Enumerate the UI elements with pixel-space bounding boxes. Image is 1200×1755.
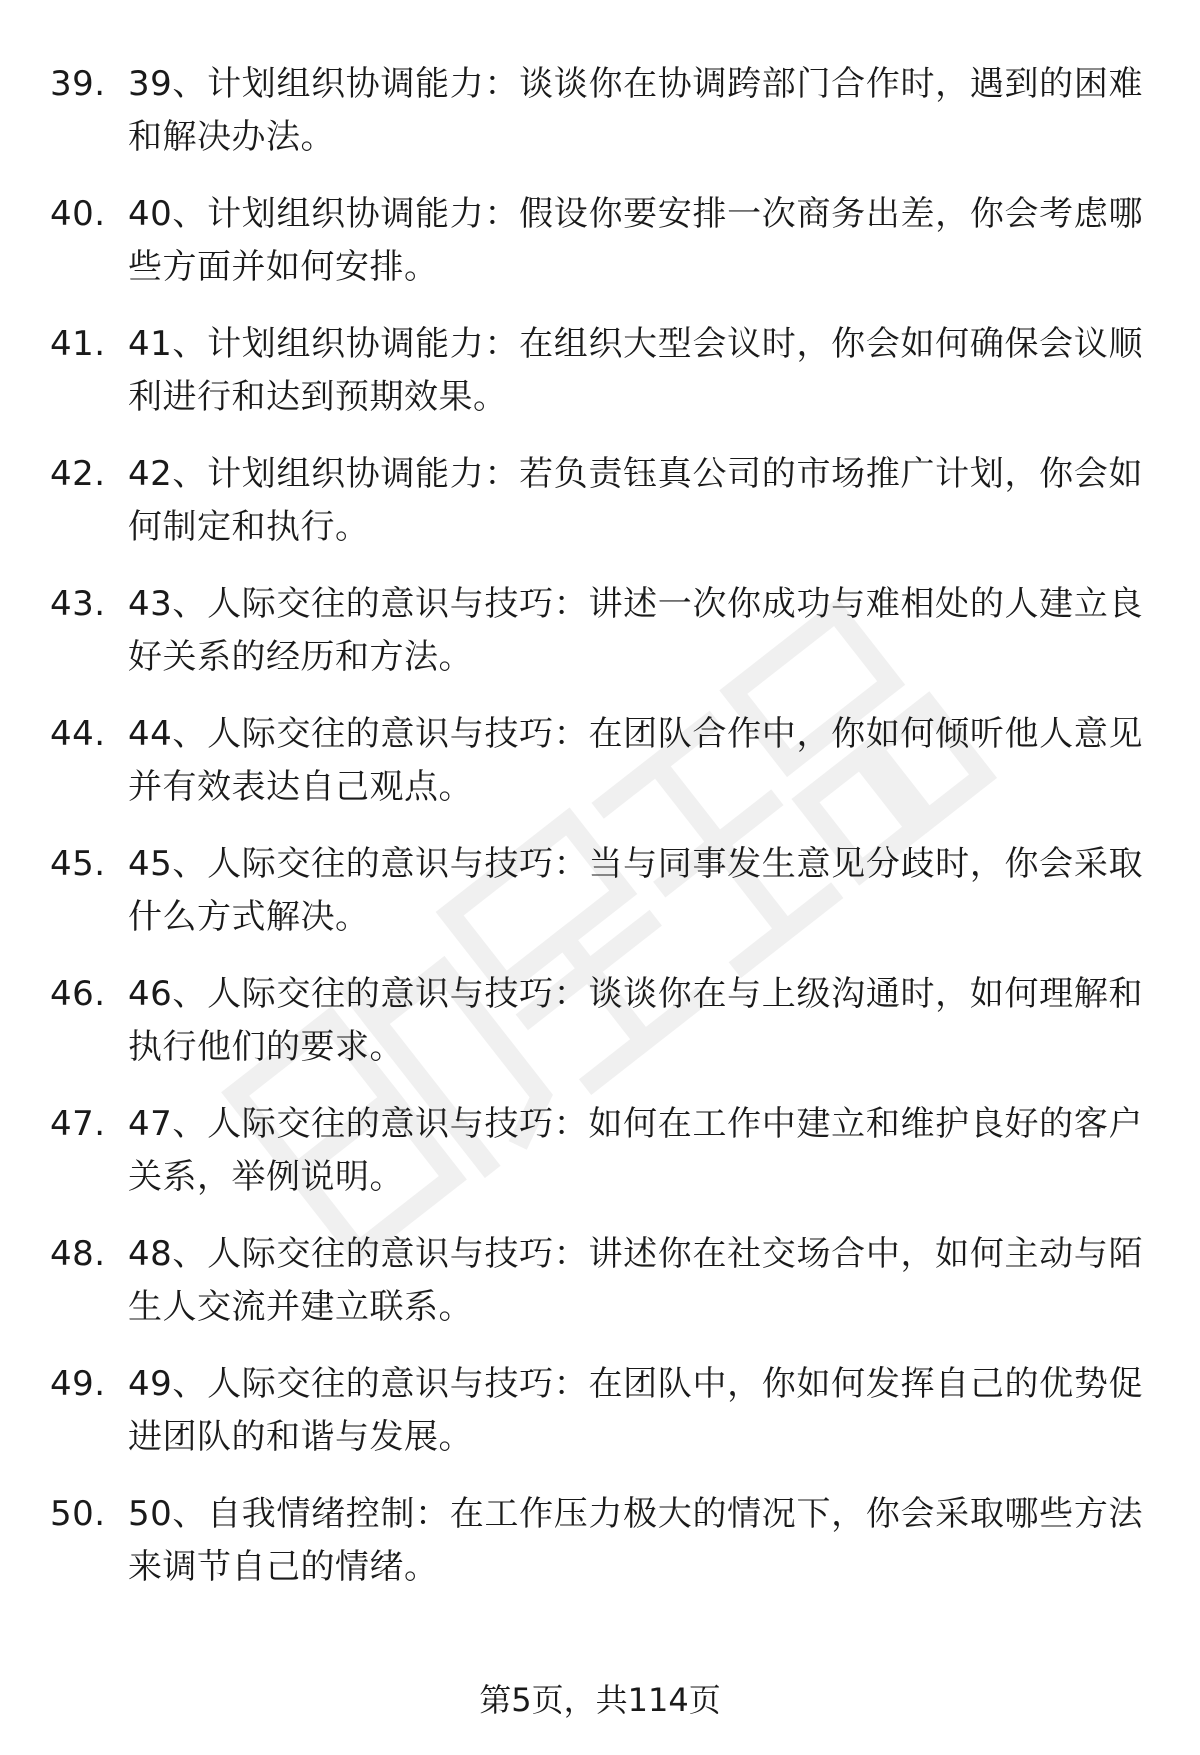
list-item xyxy=(0,448,1200,578)
item-number: 50. xyxy=(50,1494,106,1534)
item-text: 41、计划组织协调能力：在组织大型会议时，你会如何确保会议顺利进行和达到预期效果。 xyxy=(128,324,1143,417)
item-text: 49、人际交往的意识与技巧：在团队中，你如何发挥自己的优势促进团队的和谐与发展。 xyxy=(128,1364,1143,1457)
item-number: 47. xyxy=(50,1104,106,1144)
list-item xyxy=(0,968,1200,1098)
item-text: 47、人际交往的意识与技巧：如何在工作中建立和维护良好的客户关系，举例说明。 xyxy=(128,1104,1143,1197)
item-number: 45. xyxy=(50,844,106,884)
list-item xyxy=(0,838,1200,968)
item-text: 44、人际交往的意识与技巧：在团队合作中，你如何倾听他人意见并有效表达自己观点。 xyxy=(128,714,1143,807)
list-item xyxy=(0,188,1200,318)
item-number: 44. xyxy=(50,714,106,754)
list-item xyxy=(0,578,1200,708)
list-item xyxy=(0,58,1200,188)
list-item xyxy=(0,1358,1200,1488)
list-item xyxy=(0,318,1200,448)
item-number: 49. xyxy=(50,1364,106,1404)
list-item xyxy=(0,1098,1200,1228)
item-text: 40、计划组织协调能力：假设你要安排一次商务出差，你会考虑哪些方面并如何安排。 xyxy=(128,194,1143,287)
item-number: 39. xyxy=(50,64,106,104)
item-text: 46、人际交往的意识与技巧：谈谈你在与上级沟通时，如何理解和执行他们的要求。 xyxy=(128,974,1143,1067)
item-number: 41. xyxy=(50,324,106,364)
item-number: 40. xyxy=(50,194,106,234)
item-number: 48. xyxy=(50,1234,106,1274)
item-text: 43、人际交往的意识与技巧：讲述一次你成功与难相处的人建立良好关系的经历和方法。 xyxy=(128,584,1143,677)
item-number: 46. xyxy=(50,974,106,1014)
item-number: 42. xyxy=(50,454,106,494)
list-item xyxy=(0,1228,1200,1358)
item-text: 48、人际交往的意识与技巧：讲述你在社交场合中，如何主动与陌生人交流并建立联系。 xyxy=(128,1234,1143,1327)
list-item xyxy=(0,708,1200,838)
question-list xyxy=(0,58,1200,1618)
list-item xyxy=(0,1488,1200,1618)
item-text: 39、计划组织协调能力：谈谈你在协调跨部门合作时，遇到的困难和解决办法。 xyxy=(128,64,1143,157)
item-text: 50、自我情绪控制：在工作压力极大的情况下，你会采取哪些方法来调节自己的情绪。 xyxy=(128,1494,1143,1587)
item-text: 45、人际交往的意识与技巧：当与同事发生意见分歧时，你会采取什么方式解决。 xyxy=(128,844,1143,937)
page-footer xyxy=(0,1680,1200,1720)
item-number: 43. xyxy=(50,584,106,624)
page-number-label: 第5页，共114页 xyxy=(479,1681,721,1719)
item-text: 42、计划组织协调能力：若负责钰真公司的市场推广计划，你会如何制定和执行。 xyxy=(128,454,1143,547)
